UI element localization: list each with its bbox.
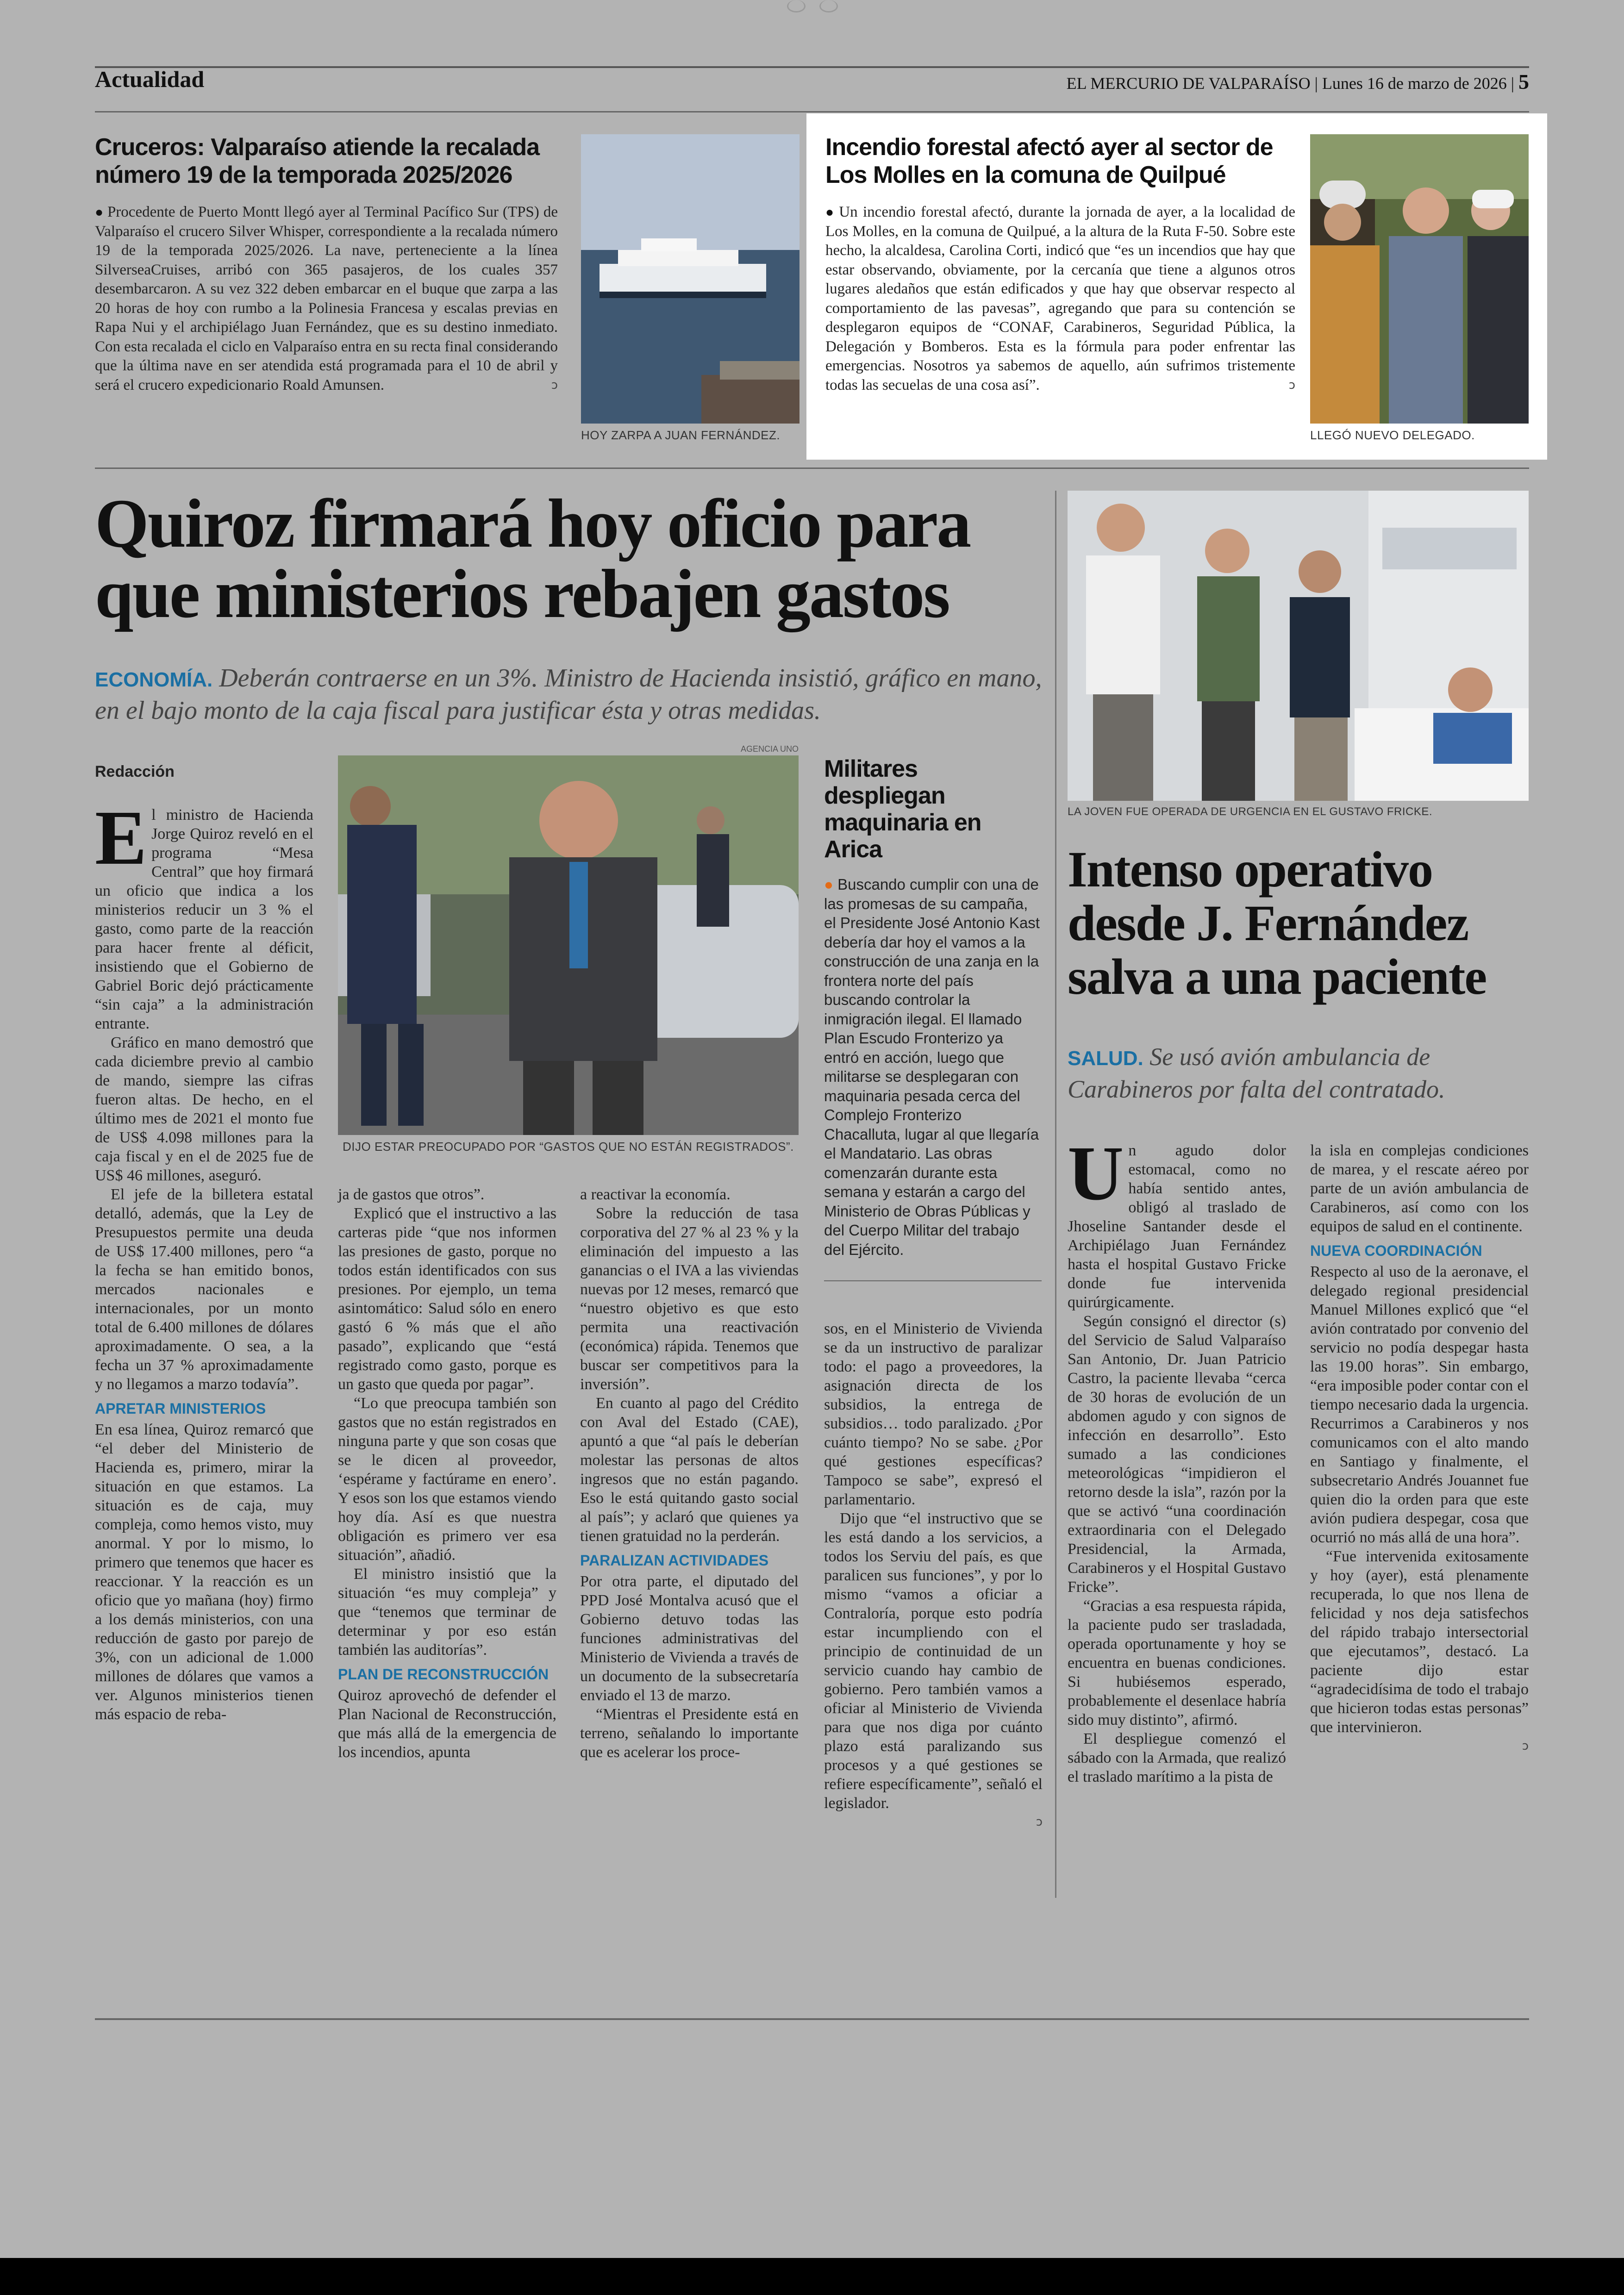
header-rule [95,111,1529,112]
brief-fire-title: Incendio forestal afectó ayer al sector de Los Molles en la comuna de Quilpué [825,134,1273,188]
masthead: EL MERCURIO DE VALPARAÍSO | Lunes 16 de marzo de 2026 | 5 [1066,70,1529,94]
main-headline: Quiroz firmará hoy oficio para que ministerios rebajen gastos [95,485,970,632]
byline: Redacción [95,763,175,780]
brief-cruise-title: Cruceros: Valparaíso atiende la recalada número 19 de la temporada 2025/2026 [95,134,540,188]
subhead-nueva: NUEVA COORDINACIÓN [1310,1242,1482,1259]
briefs-rule [95,468,1529,469]
right-tag: SALUD. [1068,1047,1143,1070]
top-rule [95,66,1529,68]
brief-fire-body: ● Un incendio forestal afectó, durante la jornada de ayer, a la localidad de Los Molles, en la comuna de Quilpué, a la altura de la Ruta F-50. Sobre este hecho, la alcaldesa, Carolina Corti, indicó que “es un incendios que hay que estar observando, obviamente, por la cercanía que tiene a algunos otros lugares aledaños que están edificados y que hay que observar respecto al comportamiento de las pavesas”, agregando que para su contención se desplegaron equipos de “CONAF, Carabineros, Seguridad Pública, la Delegación y Bomberos. Esta es la fórmula para poder enfrentar las emergencias. Nosotros ya sabemos de aquello, aún sufrimos tristemente todas las secuelas de una cosa así”. ↄ [825,204,1295,393]
column-divider [1055,491,1056,1898]
brief-cruise-body: ● Procedente de Puerto Montt llegó ayer al Terminal Pacífico Sur (TPS) de Valparaíso el crucero Silver Whisper, correspondiente a la recalada número 19 de la temporada 2025/2026. La nave, perteneciente a la línea SilverseaCruises, arribó con 365 pasajeros, de los cuales 357 desembarcaron. A su vez 322 deben embarcar en el buque que zarpa a las 20 horas de hoy con rumbo a la Polinesia Francesa y escalas previas en Rapa Nui y el archipiélago Juan Fernández, que es su destino inmediato. Con esta recalada el ciclo en Valparaíso entra en su recta final considerando que la última nave en ser atendida está programada para el 10 de abril y será el crucero expedicionario Roald Amunsen. ↄ [95,204,558,393]
side-rule [824,1280,1042,1281]
subhead-plan: PLAN DE RECONSTRUCCIÓN [338,1666,549,1683]
hospital-photo [1068,491,1529,801]
cruise-photo [581,134,800,424]
cruise-photo-caption: HOY ZARPA A JUAN FERNÁNDEZ. [581,428,781,442]
minister-photo-caption: DIJO ESTAR PREOCUPADO POR “GASTOS QUE NO ESTÁN REGISTRADOS”. [343,1140,794,1154]
delegate-photo-caption: LLEGÓ NUEVO DELEGADO. [1310,428,1475,442]
bottom-rule [95,2018,1529,2020]
main-column-4: sos, en el Ministerio de Vivienda se da un instructivo de paralizar todo: el pago a proveedores, la asignación directa de los subsidios, la entrega de subsidios… todo paralizado. ¿Por cuánto tiempo? No se sabe. ¿Por qué gestiones específicas? Tampoco se sabe”, expresó el parlamentario. Dijo que “el instructivo que se les está dando a los servicios, a todos los Serviu del país, es que paralicen sus funciones”, y por lo mismo “vamos a oficiar a Contraloría, porque esto podría estar incumpliendo con el principio de continuidad de un servicio cuando hay cambio de gobierno. Pero también vamos a oficiar al Ministerio de Vivienda para que nos diga por cuánto plazo está paralizando sus procesos y a qué gestiones se refiere específicamente”, señaló el legislador. ↄ [824,1320,1043,1829]
minister-photo [338,755,799,1135]
main-deck: ECONOMÍA. Deberán contraerse en un 3%. Ministro de Hacienda insistió, gráfico en mano, en el bajo monto de la caja fiscal para justificar ésta y otras medidas. [95,664,1042,725]
right-dropcap: U [1068,1130,1124,1216]
main-column-2: ja de gastos que otros”. Explicó que el instructivo a las carteras pide “que nos informen las presiones de gasto, porque no todos están identificados con sus presiones. Por ejemplo, un tema asintomático: Salud sólo en enero gastó 6 % más que el año pasado”, explicando que “está registrado como gasto, porque es un gasto que queda por pagar”. “Lo que preocupa también son gastos que no están registrados en ninguna parte y que son cosas que se le dicen al proveedor, ‘espérame y factúrame en enero’. Y esos son los que estamos viendo hoy día. Así es que nuestra obligación es primero ver esa situación”, añadió. El ministro insistió que la situación “es muy compleja” y que “tenemos que terminar de determinar y por eso están también las auditorías”. PLAN DE RECONSTRUCCIÓN Quiroz aprovechó de defender el Plan Nacional de Reconstrucción, que más allá de la emergencia de los incendios, apunta [338,1186,556,1761]
right-deck: SALUD. Se usó avión ambulancia de Carabineros por falta del contratado. [1068,1043,1445,1103]
side-military-title: Militares despliegan maquinaria en Arica [824,755,981,863]
main-tag: ECONOMÍA. [95,668,213,691]
section-name: Actualidad [95,66,205,92]
bottom-bar [0,2258,1624,2295]
right-column-2: la isla en complejas condiciones de marea, y el rescate aéreo por parte de un avión ambulancia de Carabineros, así como con los equipos de salud en el continente. NUEVA COORDINACIÓN Respecto al uso de la aeronave, el delegado regional presidencial Manuel Millones explicó que “el avión contratado por convenio del servicio no podía despegar hasta las 19.00 horas”. Sin embargo, “era imposible poder contar con el tiempo necesario dada la urgencia. Recurrimos a Carabineros y nos comunicamos con el alto mando en Santiago y finalmente, el subsecretario Andrés Jouannet fue quien dio la orden para que este avión pudiera despegar, cosa que ocurrió no más allá de una hora”. “Fue intervenida exitosamente y hoy (ayer), está plenamente recuperada, lo que nos llena de felicidad y nos deja satisfechos del rápido trabajo intersectorial que ejecutamos”, destacó. La paciente dijo estar “agradecidísima de todo el trabajo que hicieron todas estas personas” que intervinieron. ↄ [1310,1142,1529,1753]
brief-fire [825,133,1295,395]
side-military-body: ● Buscando cumplir con una de las promesas de su campaña, el Presidente José Antonio Kast debería dar hoy el vamos a la construcción de una zanja en la frontera norte del país buscando controlar la inmigración ilegal. El llamado Plan Escudo Fronterizo ya entró en acción, luego que militarse se desplegaran con maquinaria pesada cerca del Complejo Fronterizo Chacalluta, lugar al que llegaría el Mandatario. Las obras comenzarán durante esta semana y estarán a cargo del Ministerio de Obras Públicas y del Cuerpo Militar del trabajo del Ejército. [824,876,1040,1258]
paper-name: EL MERCURIO DE VALPARAÍSO [1066,74,1311,93]
hospital-photo-caption: LA JOVEN FUE OPERADA DE URGENCIA EN EL GUSTAVO FRICKE. [1068,805,1433,818]
main-column-1: E l ministro de Hacienda Jorge Quiroz reveló en el programa “Mesa Central” que hoy firmará un oficio que indica a los ministerios reducir un 3 % el gasto, como parte de la reacción para hacer frente al déficit, insistiendo que el Gobierno de Gabriel Boric dejó prácticamente “sin caja” a la administración entrante. Gráfico en mano demostró que cada diciembre previo al cambio de mando, siempre las cifras fueron altas. De hecho, en el último mes de 2021 el monto fue de US$ 4.098 millones para la caja fiscal y en el de 2025 fue de US$ 46 millones, aseguró. El jefe de la billetera estatal detalló, además, que la Ley de Presupuestos permite una deuda de US$ 17.400 millones, pero “a la fecha se han emitido bonos, mercados nacionales e internacionales, por un monto total de 6.400 millones de dólares aproximadamente. O sea, a la fecha un 37 % aproximadamente y no llegamos a marzo todavía”. APRETAR MINISTERIOS En esa línea, Quiroz remarcó que “el deber del Ministerio de Hacienda es, primero, mirar la situación en que estamos. La situación es de caja, muy compleja, como hemos visto, muy anormal. Y por lo mismo, lo primero que tenemos que hacer es reaccionar. Y la reacción es un oficio que yo mañana (hoy) firmo a los demás ministerios, con una reducción de gasto por parejo de 3%, con un adicional de 1.000 millones de dólares que vamos a ver. Algunos ministerios tienen más espacio de reba- [95,795,313,1723]
right-headline: Intenso operativo desde J. Fernández salva a una paciente [1068,841,1487,1005]
subhead-paralizan: PARALIZAN ACTIVIDADES [580,1552,769,1569]
page-number: 5 [1518,70,1529,94]
side-military [824,755,1042,1259]
subhead-apretar: APRETAR MINISTERIOS [95,1400,266,1417]
right-column-1: U n agudo dolor estomacal, como no había sentido antes, obligó al traslado de Jhoseline Santander desde el Archipiélago Juan Fernández hasta el hospital Gustavo Fricke donde fue intervenida quirúrgicamente. Según consignó el director (s) del Servicio de Salud Valparaíso San Antonio, Dr. Juan Patricio Castro, la paciente llevaba “cerca de 30 horas de evolución de un abdomen agudo y con signos de infección en desarrollo”. Esto sumado a las condiciones meteorológicas “impidieron el retorno desde la isla”, razón por la que se activó “una coordinación extraordinaria con el Delegado Presidencial, la Armada, Carabineros y el Hospital Gustavo Fricke”. “Gracias a esa respuesta rápida, la paciente pudo ser trasladada, operada oportunamente y hoy se encuentra en buenas condiciones. Si hubiésemos esperado, probablemente el desenlace habría sido muy distinto”, afirmó. El despliegue comenzó el sábado con la Armada, que realizó el traslado marítimo a la pista de [1068,1130,1286,1785]
photo-credit: AGENCIA UNO [740,744,799,754]
page-date: Lunes 16 de marzo de 2026 [1322,74,1507,93]
delegate-photo [1310,134,1529,424]
main-column-3: a reactivar la economía. Sobre la reducción de tasa corporativa del 27 % al 23 % y la eliminación del impuesto a las ganancias o el IVA a las viviendas nuevas por 12 meses, remarcó que “nuestro objetivo es que esto permita una reactivación (económica) rápida. Tenemos que buscar ser competitivos para la inversión”. En cuanto al pago del Crédito con Aval del Estado (CAE), apuntó a que “al país le deberían molestar las personas de altos ingresos que no están pagando. Eso le está quitando gasto social al país”; y aclaró que quienes ya tienen gratuidad no la perderán. PARALIZAN ACTIVIDADES Por otra parte, el diputado del PPD José Montalva acusó que el Gobierno detuvo todas las funciones administrativas del Ministerio de Vivienda a través de un documento de la subsecretaría enviado el 13 de marzo. “Mientras el Presidente está en terreno, señalando lo importante que es acelerar los proce- [580,1186,799,1761]
brief-cruise [95,133,558,395]
main-dropcap: E [95,795,147,881]
page-indicator [782,0,843,13]
